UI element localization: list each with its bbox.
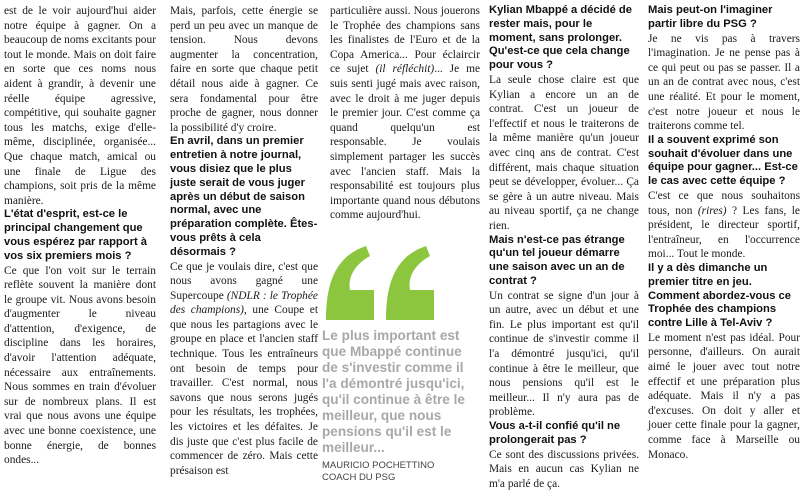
interview-question: Vous a-t-il confié qu'il ne prolongerait pas ?: [489, 420, 621, 446]
paragraph: Mais, parfois, cette énergie se perd un peu avec un manque de tension. Nous devons augmenter la concentration, faire en sorte que chaque petit détail nous aide à gagner. Ce sera fondamental pour être proche de gagner, nous donner la possibilité d'y croire.: [170, 5, 318, 134]
paragraph: Le moment n'est pas idéal. Pour personne, d'ailleurs. On aurait aimé le jouer avec tout notre effectif et une préparation plus adéquate. Mais il n'y a pas d'excuses. On doit y aller et jouer cette finale pour la gagner, comme face à Marseille ou Monaco.: [648, 331, 800, 461]
interview-question: L'état d'esprit, est-ce le principal changement que vous espérez par rapport à vos six premiers mois ?: [4, 208, 148, 262]
paragraph-text: Ce que je voulais dire, c'est que nous avons gagné une Supercoupe: [170, 260, 318, 302]
paragraph: La seule chose claire est que Kylian a encore un an de contrat. C'est un joueur de l'effectif et nous le traiterons de la même manière qu'un joueur avec cinq ans de contrat. C'est différent, mais chaque situation peut se développer, évoluer... Ça se gère à un autre niveau. Mais au niveau sportif, ça ne change rien.: [489, 73, 639, 232]
paragraph: [170, 260, 318, 479]
paragraph: Ce que l'on voit sur le terrain reflète souvent la manière dont le groupe vit. Nous avons besoin d'augmenter le niveau d'attention, d'exigence, de discipline dans les horaires, d'avoir l'attention adéquate, nécessaire aux entraînements. Nous sommes en train d'évoluer sur de nombreux plans. Il est vrai que nous avons une équipe avec une bonne coexistence, une bonne énergie, de bonnes ondes...: [4, 264, 156, 467]
interview-question: Il a souvent exprimé son souhait d'évoluer dans une équipe pour gagner... Est-ce le cas avec cette équipe ?: [648, 133, 798, 188]
paragraph-text: C'est ce que nous souhaitons tous, non: [648, 189, 800, 217]
paragraph-text: particulière aussi. Nous jouerons le Trophée des champions sans les finalistes de l'Euro et de la Copa America... Pour éclaircir ce sujet: [330, 5, 480, 76]
article-column-2: [170, 4, 318, 478]
paragraph-text: ... Je me suis senti jugé mais avec raison, avec le droit à me juger depuis le premier jour. C'est comme ça quand quelqu'un est responsable. Je voulais simplement partager les succès avec l'ancien staff. Mais la responsabilité est toujours plus importante quand nous débutons comme aujourd'hui.: [330, 63, 480, 222]
editor-note: (NDLR : le Trophée des champions): [170, 289, 318, 317]
interview-question: Mais peut-on l'imaginer partir libre du PSG ?: [648, 4, 773, 30]
interview-question: Il y a dès dimanche un premier titre en jeu. Comment abordez-vous ce Trophée des champions contre Lille à Tel-Aviv ?: [648, 261, 791, 330]
paragraph: Je ne vis pas à travers l'imagination. Je ne pense pas à ce qui peut ou pas se passer. Il a un an de contrat avec nous, c'est une réalité. Et pour le moment, c'est notre joueur et nous le traiterons comme tel.: [648, 32, 800, 133]
article-column-3: [330, 4, 480, 223]
paragraph: [330, 4, 480, 223]
quote-mark-icon: [322, 242, 442, 322]
paragraph-text: ? Les fans, le président, le directeur sportif, l'entraîneur, en l'occurrence moi... Tout le monde.: [648, 204, 800, 261]
pull-quote-author-role: COACH DU PSG: [322, 472, 396, 483]
pull-quote-author-name: MAURICIO POCHETTINO: [322, 460, 435, 471]
stage-direction: (rires): [697, 204, 727, 217]
article-column-5: [648, 4, 800, 462]
pull-quote-text: Le plus important est que Mbappé continue de s'investir comme il l'a démontré jusqu'ici, qu'il continue à être le meilleur, que nous pensions qu'il est le meilleur...: [322, 328, 465, 455]
interview-question: En avril, dans un premier entretien à notre journal, vous disiez que le plus juste serait de vous juger après un début de saison normal, avec une préparation complète. Êtes-vous prêts à cela désormais ?: [170, 135, 318, 258]
paragraph-text: , une Coupe et que nous les partagions avec le groupe en place et l'ancien staff technique. Tous les entraîneurs ont besoin de temps pour travailler. C'est normal, nous savons que nous serons jugés pour les résultats, les trophées, les victoires et les défaites. Je dis juste que c'est plus facile de commencer de zéro. Mais cette présaison est: [170, 304, 318, 477]
paragraph: [648, 189, 800, 262]
paragraph: Un contrat se signe d'un jour à un autre, avec un début et une fin. Le plus important est qu'il continue de s'investir comme il l'a démontré jusqu'ici, qu'il continue à être le meilleur, que nous pensions qu'il est le meilleur... Il n'y aura pas de problème.: [489, 289, 639, 419]
article-column-4: [489, 4, 639, 491]
article-column-1: [4, 4, 156, 468]
paragraph: Ce sont des discussions privées. Mais en aucun cas Kylian ne m'a parlé de ça.: [489, 448, 639, 490]
paragraph: est de le voir aujourd'hui aider notre équipe à gagner. On a beaucoup de noms excitants pour tout le monde. Mais on doit faire en sorte que ces noms nous aident à grandir, à devenir une réelle équipe agressive, compétitive, qui souhaite gagner tous les matchs, exige d'elle-même, disciplinée, organisée... Que chaque match, amical ou une finale de Ligue des champions, soit pris de la même manière.: [4, 5, 156, 207]
interview-question: Mais n'est-ce pas étrange qu'un tel joueur démarre une saison avec un an de contrat ?: [489, 233, 625, 287]
pull-quote: [322, 242, 480, 484]
interview-question: Kylian Mbappé a décidé de rester mais, pour le moment, sans prolonger. Qu'est-ce que cela change pour vous ?: [489, 4, 632, 72]
stage-direction: (il réfléchit): [375, 63, 435, 76]
